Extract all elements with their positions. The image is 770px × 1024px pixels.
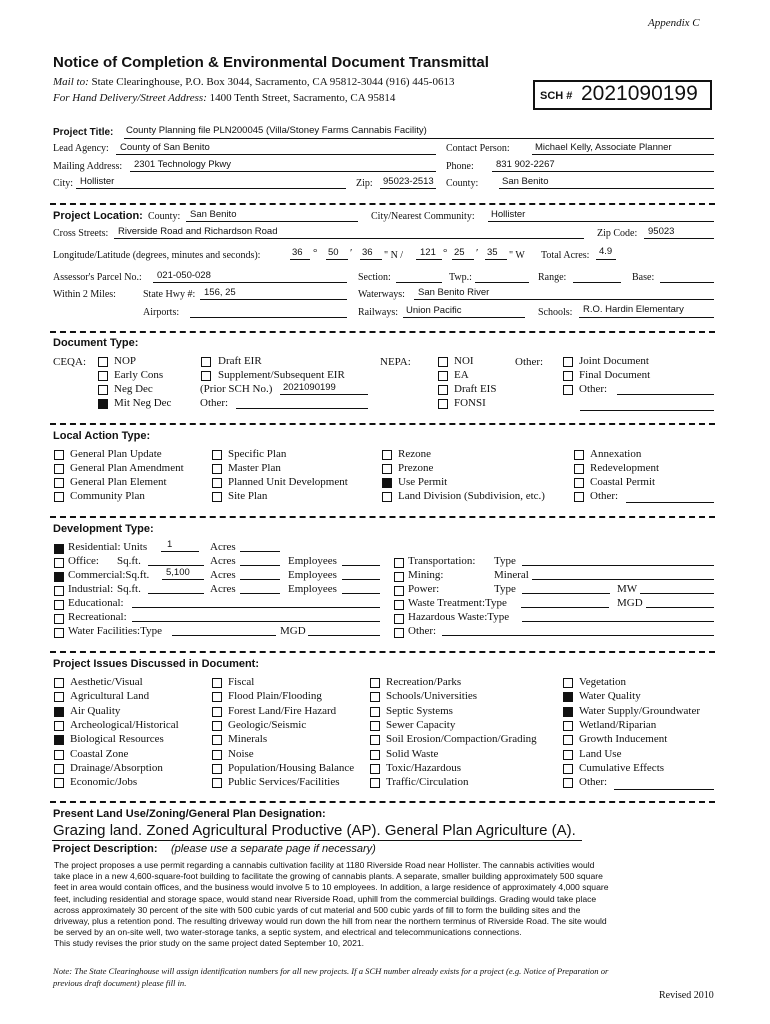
other-label: Other: — [590, 490, 619, 502]
commercial-checkbox[interactable] — [54, 572, 64, 582]
early-cons-checkbox[interactable] — [98, 371, 108, 381]
prezone-label: Prezone — [398, 462, 434, 474]
vegetation-checkbox[interactable] — [563, 678, 573, 688]
coastal-permit-checkbox[interactable] — [574, 478, 584, 488]
land-use-heading: Present Land Use/Zoning/General Plan Designation: — [53, 808, 326, 820]
community-value: Hollister — [491, 209, 526, 220]
aesthetic-visual-checkbox[interactable] — [54, 678, 64, 688]
development-heading: Development Type: — [53, 523, 154, 535]
lon-deg: 121 — [420, 247, 436, 258]
general-plan-update-checkbox[interactable] — [54, 450, 64, 460]
description-line: across approximately 30 percent of the site with 500 cubic yards of cut material and 500 cubic yards of fill to form the building sites and the — [54, 904, 581, 915]
railways-value: Union Pacific — [406, 305, 462, 316]
general-plan-amendment-checkbox[interactable] — [54, 464, 64, 474]
mail-to-line — [53, 76, 454, 88]
project-title-label: Project Title: — [53, 127, 114, 138]
agricultural-land-label: Agricultural Land — [70, 690, 150, 703]
lon-w: " W — [509, 250, 525, 261]
general-plan-amendment-label: General Plan Amendment — [70, 462, 184, 474]
noise-label: Noise — [228, 747, 254, 760]
fiscal-label: Fiscal — [228, 676, 255, 688]
mineral-label: Mineral — [494, 569, 529, 581]
supplement-checkbox[interactable] — [201, 371, 211, 381]
power-label: Power: — [408, 583, 440, 595]
air-quality-label: Air Quality — [70, 704, 121, 717]
lead-agency-label: Lead Agency: — [53, 143, 109, 154]
water-supply-groundwater-label: Water Supply/Groundwater — [579, 704, 700, 717]
growth-inducement-label: Growth Inducement — [579, 733, 668, 746]
ceqa-label: CEQA: — [53, 356, 86, 368]
soil-erosion-compaction-grading-checkbox[interactable] — [370, 735, 380, 745]
noise-checkbox[interactable] — [212, 750, 222, 760]
aesthetic-visual-label: Aesthetic/Visual — [70, 676, 143, 688]
schools-universities-checkbox[interactable] — [370, 692, 380, 702]
draft-eir-label: Draft EIR — [218, 355, 262, 367]
loc-county-label: County: — [148, 211, 181, 222]
airports-label: Airports: — [143, 307, 180, 318]
economic-jobs-label: Economic/Jobs — [70, 776, 138, 789]
site-plan-label: Site Plan — [228, 490, 268, 502]
hwy-label: State Hwy #: — [143, 289, 196, 300]
mailing-label: Mailing Address: — [53, 161, 123, 172]
commercial-acres-label: Acres — [210, 569, 236, 581]
population-housing-balance-label: Population/Housing Balance — [228, 761, 355, 774]
early-cons-label: Early Cons — [114, 369, 164, 381]
industrial-checkbox[interactable] — [54, 586, 64, 596]
schools-value: R.O. Hardin Elementary — [583, 304, 684, 315]
recreational-label: Recreational: — [68, 611, 127, 623]
contact-label: Contact Person: — [446, 143, 510, 154]
mit-neg-dec-checkbox[interactable] — [98, 399, 108, 409]
description-line: take place in a new 4,600-square-foot building to facilitate the growing of cannabis plants. A separate, smaller building approximately 500 square — [54, 871, 603, 882]
railways-label: Railways: — [358, 307, 398, 318]
office-employees-label: Employees — [288, 555, 337, 567]
traffic-circulation-checkbox[interactable] — [370, 778, 380, 788]
office-acres-label: Acres — [210, 555, 236, 567]
fonsi-label: FONSI — [454, 397, 486, 409]
specific-plan-checkbox[interactable] — [212, 450, 222, 460]
zip-label: Zip: — [356, 178, 373, 189]
loc-zip-label: Zip Code: — [597, 228, 638, 239]
mining-checkbox[interactable] — [394, 572, 404, 582]
county-label: County: — [446, 178, 479, 189]
draft-eis-checkbox[interactable] — [438, 385, 448, 395]
specific-plan-label: Specific Plan — [228, 448, 287, 460]
transportation-checkbox[interactable] — [394, 558, 404, 568]
range-label: Range: — [538, 272, 567, 283]
sch-label: SCH # — [540, 90, 573, 102]
description-line: feet in area would contain offices, and the business would involve 5 to 10 employees. In addition, a large residence of approximately 4,000 square — [54, 882, 609, 893]
water-supply-groundwater-checkbox[interactable] — [563, 707, 573, 717]
apn-value: 021-050-028 — [157, 270, 211, 281]
septic-systems-checkbox[interactable] — [370, 707, 380, 717]
lat-n: " N / — [384, 250, 404, 261]
mining-label: Mining: — [408, 569, 444, 581]
waterways-value: San Benito River — [418, 287, 490, 298]
annexation-checkbox[interactable] — [574, 450, 584, 460]
section-label: Section: — [358, 272, 391, 283]
mail-to-address: State Clearinghouse, P.O. Box 3044, Sacramento, CA 95812-3044 (916) 445-0613 — [91, 76, 455, 88]
twp-label: Twp.: — [449, 272, 472, 283]
drainage-absorption-label: Drainage/Absorption — [70, 761, 163, 774]
redevelopment-label: Redevelopment — [590, 462, 660, 474]
public-services-facilities-checkbox[interactable] — [212, 778, 222, 788]
geologic-seismic-label: Geologic/Seismic — [228, 718, 307, 731]
community-plan-label: Community Plan — [70, 490, 145, 502]
loc-zip-value: 95023 — [648, 226, 675, 237]
city-label: City: — [53, 178, 74, 189]
ea-checkbox[interactable] — [438, 371, 448, 381]
redevelopment-checkbox[interactable] — [574, 464, 584, 474]
doc-type-heading: Document Type: — [53, 337, 139, 349]
coastal-zone-checkbox[interactable] — [54, 750, 64, 760]
cumulative-effects-label: Cumulative Effects — [579, 761, 665, 774]
local-action-heading: Local Action Type: — [53, 430, 151, 442]
cross-value: Riverside Road and Richardson Road — [118, 226, 278, 237]
industrial-sqft-label: Sq.ft. — [117, 583, 141, 595]
land-use-checkbox[interactable] — [563, 750, 573, 760]
appendix-label: Appendix C — [648, 17, 700, 29]
latlong-label: Longitude/Latitude (degrees, minutes and seconds): — [53, 250, 261, 261]
office-sqft-label: Sq.ft. — [117, 555, 141, 567]
economic-jobs-checkbox[interactable] — [54, 778, 64, 788]
water-mgd-label: MGD — [280, 625, 306, 637]
hand-delivery-line — [53, 92, 395, 104]
community-label: City/Nearest Community: — [371, 211, 475, 222]
hand-delivery-address: 1400 Tenth Street, Sacramento, CA 95814 — [209, 92, 396, 104]
noi-checkbox[interactable] — [438, 357, 448, 367]
water-quality-checkbox[interactable] — [563, 692, 573, 702]
biological-resources-checkbox[interactable] — [54, 735, 64, 745]
footnote-line1: Note: The State Clearinghouse will assign identification numbers for all new projects. If a SCH number already exists for a project (e.g. Notice of Preparation or — [53, 966, 609, 976]
wetland-riparian-label: Wetland/Riparian — [579, 718, 657, 731]
traffic-circulation-label: Traffic/Circulation — [386, 776, 469, 789]
hazardous-label: Hazardous Waste:Type — [408, 611, 510, 623]
neg-dec-checkbox[interactable] — [98, 385, 108, 395]
lead-agency-value: County of San Benito — [120, 142, 210, 153]
city-value: Hollister — [80, 176, 115, 187]
nepa-label: NEPA: — [380, 356, 411, 368]
coastal-permit-label: Coastal Permit — [590, 476, 656, 488]
fiscal-checkbox[interactable] — [212, 678, 222, 688]
planned-unit-development-label: Planned Unit Development — [228, 476, 348, 488]
description-line: driveway, plus a retention pond. The resulting driveway would run down the hill from near the northern terminus of Riverside Road. The site would — [54, 916, 607, 927]
nop-checkbox[interactable] — [98, 357, 108, 367]
population-housing-balance-checkbox[interactable] — [212, 764, 222, 774]
prior-sch-label: (Prior SCH No.) — [200, 383, 273, 395]
description-line: be served by an on-site well, two water-storage tanks, a septic system, and electrical and telecommunications connections. — [54, 927, 522, 938]
final-document-checkbox[interactable] — [563, 371, 573, 381]
other-checkbox[interactable] — [574, 492, 584, 502]
contact-value: Michael Kelly, Associate Planner — [535, 142, 672, 153]
description-line: The project proposes a use permit regarding a cannabis cultivation facility at 1180 Riverside Road near Hollister. The cannabis activities would — [54, 860, 595, 870]
doc-other-label: Other: — [515, 356, 544, 368]
apn-label: Assessor's Parcel No.: — [53, 272, 142, 283]
biological-resources-label: Biological Resources — [70, 733, 164, 746]
joint-document-checkbox[interactable] — [563, 357, 573, 367]
fonsi-checkbox[interactable] — [438, 399, 448, 409]
flood-plain-flooding-checkbox[interactable] — [212, 692, 222, 702]
wetland-riparian-checkbox[interactable] — [563, 721, 573, 731]
waste-checkbox[interactable] — [394, 600, 404, 610]
base-label: Base: — [632, 272, 655, 283]
within-label: Within 2 Miles: — [53, 289, 116, 300]
water-checkbox[interactable] — [54, 628, 64, 638]
recreational-checkbox[interactable] — [54, 614, 64, 624]
other-checkbox[interactable] — [563, 778, 573, 788]
lon-sec: 35 — [487, 247, 498, 258]
prezone-checkbox[interactable] — [382, 464, 392, 474]
industrial-employees-label: Employees — [288, 583, 337, 595]
noi-label: NOI — [454, 355, 474, 367]
agricultural-land-checkbox[interactable] — [54, 692, 64, 702]
loc-county-value: San Benito — [190, 209, 237, 220]
description-note: (please use a separate page if necessary) — [171, 843, 376, 855]
joint-document-label: Joint Document — [579, 355, 649, 367]
public-services-facilities-label: Public Services/Facilities — [228, 776, 340, 789]
water-label: Water Facilities:Type — [68, 625, 162, 637]
dev-other-checkbox[interactable] — [394, 628, 404, 638]
lat-sec: 36 — [362, 247, 373, 258]
sch-number: 2021090199 — [581, 82, 698, 105]
revised-label: Revised 2010 — [659, 990, 714, 1001]
solid-waste-checkbox[interactable] — [370, 750, 380, 760]
dev-other-label: Other: — [408, 625, 437, 637]
acres-label: Total Acres: — [541, 250, 590, 261]
schools-universities-label: Schools/Universities — [386, 690, 478, 703]
water-quality-label: Water Quality — [579, 690, 641, 703]
educational-label: Educational: — [68, 597, 124, 609]
septic-systems-label: Septic Systems — [386, 704, 453, 717]
draft-eis-label: Draft EIS — [454, 383, 497, 395]
residential-units: 1 — [167, 539, 173, 550]
mit-neg-dec-label: Mit Neg Dec — [114, 397, 172, 409]
residential-checkbox[interactable] — [54, 544, 64, 554]
nop-label: NOP — [114, 355, 137, 367]
air-quality-checkbox[interactable] — [54, 707, 64, 717]
cross-label: Cross Streets: — [53, 228, 109, 239]
land-division-subdivision-etc-label: Land Division (Subdivision, etc.) — [398, 490, 545, 502]
hazardous-checkbox[interactable] — [394, 614, 404, 624]
lat-min: 50 — [328, 247, 339, 258]
power-type-label: Type — [494, 583, 516, 595]
toxic-hazardous-label: Toxic/Hazardous — [386, 761, 461, 774]
use-permit-label: Use Permit — [398, 476, 448, 488]
county-value: San Benito — [502, 176, 549, 187]
project-description — [54, 860, 714, 950]
coastal-zone-label: Coastal Zone — [70, 747, 129, 760]
residential-label: Residential: Units — [68, 541, 148, 553]
project-title-value: County Planning file PLN200045 (Villa/Stoney Farms Cannabis Facility) — [126, 125, 427, 136]
lon-min: 25 — [454, 247, 465, 258]
neg-dec-label: Neg Dec — [114, 383, 153, 395]
office-label: Office: — [68, 555, 99, 567]
ceqa-other-label: Other: — [200, 397, 229, 409]
acres-value: 4.9 — [599, 246, 613, 257]
recreation-parks-checkbox[interactable] — [370, 678, 380, 688]
mailing-value: 2301 Technology Pkwy — [134, 159, 231, 170]
lat-deg: 36 — [292, 247, 303, 258]
master-plan-checkbox[interactable] — [212, 464, 222, 474]
recreation-parks-label: Recreation/Parks — [386, 676, 462, 688]
land-use-label: Land Use — [579, 747, 622, 760]
form-title: Notice of Completion & Environmental Document Transmittal — [53, 54, 489, 71]
commercial-sqft: 5,100 — [166, 567, 190, 578]
sewer-capacity-label: Sewer Capacity — [386, 718, 456, 731]
transportation-type-label: Type — [494, 555, 516, 567]
flood-plain-flooding-label: Flood Plain/Flooding — [228, 690, 322, 703]
location-heading: Project Location: — [53, 210, 143, 222]
land-division-subdivision-etc-checkbox[interactable] — [382, 492, 392, 502]
annexation-label: Annexation — [590, 448, 642, 460]
residential-acres-label: Acres — [210, 541, 236, 553]
final-document-label: Final Document — [579, 369, 651, 381]
supplement-label: Supplement/Subsequent EIR — [218, 369, 345, 381]
forest-land-fire-hazard-label: Forest Land/Fire Hazard — [228, 704, 337, 717]
other-label: Other: — [579, 776, 608, 789]
other-checkbox[interactable] — [563, 385, 573, 395]
zip-value: 95023-2513 — [383, 176, 434, 187]
minerals-label: Minerals — [228, 733, 268, 746]
toxic-hazardous-checkbox[interactable] — [370, 764, 380, 774]
description-line: This study revises the prior study on the same project dated September 10, 2021. — [54, 938, 365, 949]
hand-delivery-label: For Hand Delivery/Street Address: — [53, 92, 207, 104]
master-plan-label: Master Plan — [228, 462, 281, 474]
general-plan-update-label: General Plan Update — [70, 448, 162, 460]
drainage-absorption-checkbox[interactable] — [54, 764, 64, 774]
general-plan-element-checkbox[interactable] — [54, 478, 64, 488]
schools-label: Schools: — [538, 307, 573, 318]
mail-to-label: Mail to: — [53, 76, 89, 88]
prior-sch-value: 2021090199 — [283, 382, 336, 393]
rezone-label: Rezone — [398, 448, 431, 460]
forest-land-fire-hazard-checkbox[interactable] — [212, 707, 222, 717]
waste-mgd-label: MGD — [617, 597, 643, 609]
commercial-label: Commercial:Sq.ft. — [68, 569, 150, 581]
growth-inducement-checkbox[interactable] — [563, 735, 573, 745]
hwy-value: 156, 25 — [204, 287, 236, 298]
draft-eir-checkbox[interactable] — [201, 357, 211, 367]
soil-erosion-compaction-grading-label: Soil Erosion/Compaction/Grading — [386, 733, 537, 746]
industrial-acres-label: Acres — [210, 583, 236, 595]
community-plan-checkbox[interactable] — [54, 492, 64, 502]
issues-heading: Project Issues Discussed in Document: — [53, 658, 260, 670]
educational-checkbox[interactable] — [54, 600, 64, 610]
planned-unit-development-checkbox[interactable] — [212, 478, 222, 488]
land-use-value: Grazing land. Zoned Agricultural Productive (AP). General Plan Agriculture (A). — [53, 822, 576, 839]
archeological-historical-label: Archeological/Historical — [70, 718, 179, 731]
description-line: feet, including residential and storage space, would stand near Riverside Road, uphill from the commercial buildings. Grading would take place — [54, 893, 597, 904]
vegetation-label: Vegetation — [579, 676, 627, 688]
footnote-line2: previous draft document) please fill in. — [53, 978, 187, 988]
cumulative-effects-checkbox[interactable] — [563, 764, 573, 774]
commercial-employees-label: Employees — [288, 569, 337, 581]
general-plan-element-label: General Plan Element — [70, 476, 167, 488]
geologic-seismic-checkbox[interactable] — [212, 721, 222, 731]
waste-label: Waste Treatment:Type — [408, 597, 507, 609]
power-checkbox[interactable] — [394, 586, 404, 596]
rezone-checkbox[interactable] — [382, 450, 392, 460]
sewer-capacity-checkbox[interactable] — [370, 721, 380, 731]
industrial-label: Industrial: — [68, 583, 114, 595]
use-permit-checkbox[interactable] — [382, 478, 392, 488]
description-heading: Project Description: — [53, 843, 158, 855]
phone-value: 831 902-2267 — [496, 159, 555, 170]
minerals-checkbox[interactable] — [212, 735, 222, 745]
mw-label: MW — [617, 583, 638, 595]
site-plan-checkbox[interactable] — [212, 492, 222, 502]
phone-label: Phone: — [446, 161, 474, 172]
ea-label: EA — [454, 369, 469, 381]
waterways-label: Waterways: — [358, 289, 405, 300]
other-label: Other: — [579, 383, 608, 395]
archeological-historical-checkbox[interactable] — [54, 721, 64, 731]
transportation-label: Transportation: — [408, 555, 476, 567]
office-checkbox[interactable] — [54, 558, 64, 568]
sch-box — [533, 80, 712, 110]
solid-waste-label: Solid Waste — [386, 747, 439, 760]
